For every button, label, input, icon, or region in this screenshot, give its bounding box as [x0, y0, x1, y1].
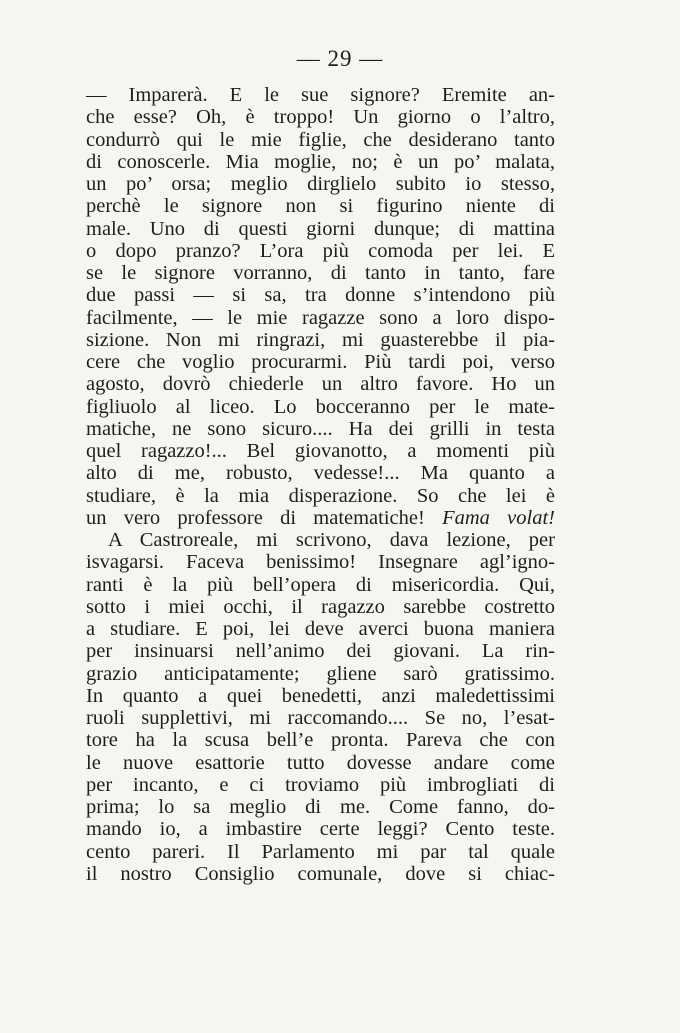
text-line: alto di me, robusto, vedesse!... Ma quanto a — [86, 462, 555, 485]
text-line: due passi — si sa, tra donne s’intendono più — [86, 284, 555, 307]
text-line: grazio anticipatamente; gliene sarò gratissimo. — [86, 662, 555, 685]
text-line: il nostro Consiglio comunale, dove si chiac- — [86, 862, 555, 885]
text-line: studiare, è la mia disperazione. So che lei è — [86, 484, 555, 507]
text-line: perchè le signore non si figurino niente di — [86, 195, 555, 218]
page-number: — 29 — — [296, 46, 384, 71]
text-line: per incanto, e ci troviamo più imbrogliati di — [86, 773, 555, 796]
text-line: a studiare. E poi, lei deve averci buona maniera — [86, 618, 555, 640]
text-line: ranti è la più bell’opera di misericordia. Qui, — [86, 573, 555, 596]
text-line: cere che voglio procurarmi. Più tardi poi, verso — [86, 351, 555, 373]
text-line: un po’ orsa; meglio dirglielo subito io stesso, — [86, 173, 555, 195]
text-line-with-italic — [86, 507, 555, 529]
italic-phrase: Fama volat! — [442, 506, 555, 529]
text-line: tore ha la scusa bell’e pronta. Pareva che con — [86, 729, 555, 752]
text-segment: un vero professore di matematiche! — [86, 506, 443, 529]
text-line: cento pareri. Il Parlamento mi par tal quale — [86, 840, 555, 863]
text-line: sizione. Non mi ringrazi, mi guasterebbe il pia- — [86, 328, 555, 351]
text-line: per insinuarsi nell’animo dei giovani. La rin- — [86, 640, 555, 663]
paragraph-first-line: A Castroreale, mi scrivono, dava lezione, per — [108, 529, 555, 551]
text-line: — Imparerà. E le sue signore? Eremite an- — [86, 84, 555, 106]
text-line: figliuolo al liceo. Lo bocceranno per le mate- — [86, 395, 555, 418]
text-line: o dopo pranzo? L’ora più comoda per lei. E — [86, 239, 555, 262]
text-line: le nuove esattorie tutto dovesse andare come — [86, 751, 555, 774]
text-line: se le signore vorranno, di tanto in tanto, fare — [86, 262, 555, 284]
text-line: che esse? Oh, è troppo! Un giorno o l’altro, — [86, 106, 555, 129]
text-line: agosto, dovrò chiederle un altro favore. Ho un — [86, 373, 555, 396]
text-line: In quanto a quei benedetti, anzi maledettissimi — [86, 684, 555, 707]
text-line: mando io, a imbastire certe leggi? Cento teste. — [86, 818, 555, 841]
text-line: quel ragazzo!... Bel giovanotto, a momenti più — [86, 440, 555, 462]
text-line: condurrò qui le mie figlie, che desiderano tanto — [86, 128, 555, 151]
body-text — [86, 84, 555, 885]
text-line: sotto i miei occhi, il ragazzo sarebbe costretto — [86, 595, 555, 618]
text-line: prima; lo sa meglio di me. Come fanno, do- — [86, 796, 555, 818]
text-line: ruoli supplettivi, mi raccomando.... Se no, l’esat- — [86, 707, 555, 729]
text-line: isvagarsi. Faceva benissimo! Insegnare agl’igno- — [86, 551, 555, 574]
text-line: matiche, ne sono sicuro.... Ha dei grilli in testa — [86, 417, 555, 440]
text-line: male. Uno di questi giorni dunque; di mattina — [86, 217, 555, 240]
text-line: di conoscerle. Mia moglie, no; è un po’ malata, — [86, 150, 555, 173]
text-line: facilmente, — le mie ragazze sono a loro dispo- — [86, 306, 555, 329]
